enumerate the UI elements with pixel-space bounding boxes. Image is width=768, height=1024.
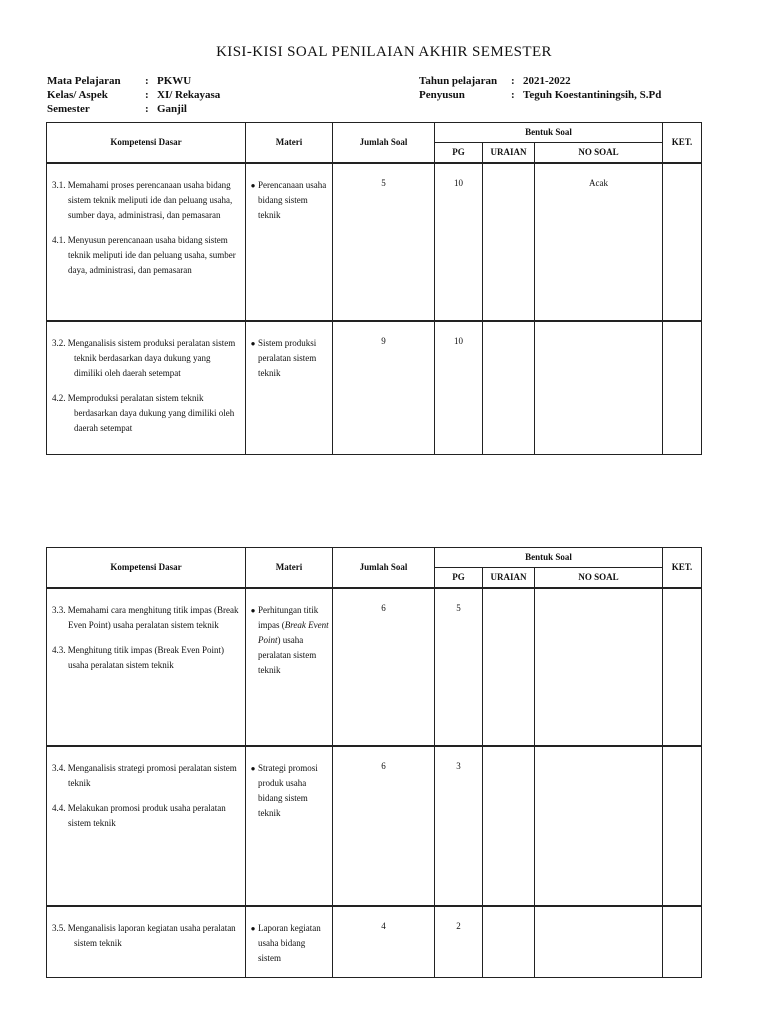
header-jumlah-soal: Jumlah Soal — [333, 548, 435, 588]
header-uraian: URAIAN — [483, 568, 535, 588]
info-label: Mata Pelajaran — [47, 75, 121, 87]
info-colon: : — [145, 89, 149, 101]
pg-cell: 3 — [435, 746, 483, 906]
header-bentuk-soal: Bentuk Soal — [435, 548, 663, 568]
info-label: Penyusun — [419, 89, 465, 101]
pg-cell: 5 — [435, 588, 483, 746]
header-ket: KET. — [663, 123, 702, 163]
info-value: Teguh Koestantiningsih, S.Pd — [523, 89, 662, 101]
pg-cell: 10 — [435, 163, 483, 321]
info-value: 2021-2022 — [523, 75, 571, 87]
pg-cell: 2 — [435, 906, 483, 978]
kompetensi-cell — [47, 746, 246, 906]
table-row — [47, 163, 702, 321]
header-no-soal: NO SOAL — [535, 568, 663, 588]
kd-item: 4.4. Melakukan promosi produk usaha peralatan sistem teknik — [52, 802, 226, 828]
materi-text-italic: Break Event Point — [258, 619, 329, 645]
info-row-author — [419, 88, 661, 102]
materi-cell — [246, 321, 333, 455]
table-row — [47, 588, 702, 746]
materi-text-post: ) usaha peralatan sistem teknik — [258, 634, 317, 675]
materi-text: Sistem produksi peralatan sistem teknik — [258, 337, 317, 378]
header-materi: Materi — [246, 123, 333, 163]
materi-cell — [246, 163, 333, 321]
kd-item: 3.2. Menganalisis sistem produksi peralatan sistem teknik berdasarkan daya dukung yang dimiliki oleh daerah setempat — [52, 337, 236, 378]
materi-text — [258, 603, 329, 678]
ket-cell — [663, 321, 702, 455]
header-kompetensi: Kompetensi Dasar — [47, 123, 246, 163]
materi-cell — [246, 746, 333, 906]
info-value: XI/ Rekayasa — [157, 89, 221, 101]
kd-item: 4.3. Menghitung titik impas (Break Even Point) usaha peralatan sistem teknik — [52, 644, 224, 670]
info-colon: : — [511, 89, 515, 101]
table-row — [47, 321, 702, 455]
competency-table-2 — [46, 547, 702, 978]
materi-text-pre: Perhitungan titik impas ( — [258, 604, 319, 630]
header-kompetensi: Kompetensi Dasar — [47, 548, 246, 588]
uraian-cell — [483, 163, 535, 321]
header-bentuk-soal: Bentuk Soal — [435, 123, 663, 143]
header-ket: KET. — [663, 548, 702, 588]
author-info — [419, 74, 661, 102]
kompetensi-cell — [47, 163, 246, 321]
no-soal-cell — [535, 588, 663, 746]
header-materi: Materi — [246, 548, 333, 588]
jumlah-soal-cell: 9 — [333, 321, 435, 455]
table-row — [47, 906, 702, 978]
kd-item: 3.5. Menganalisis laporan kegiatan usaha peralatan sistem teknik — [52, 922, 236, 948]
bullet-icon: ● — [250, 180, 256, 190]
competency-table-1 — [46, 122, 702, 455]
jumlah-soal-cell: 6 — [333, 746, 435, 906]
kd-item: 4.1. Menyusun perencanaan usaha bidang sistem teknik meliputi ide dan peluang usaha, sumber daya, administrasi, dan pemasaran — [52, 234, 236, 275]
ket-cell — [663, 906, 702, 978]
info-row-semester — [47, 102, 220, 116]
info-label: Semester — [47, 103, 90, 115]
info-colon: : — [511, 75, 515, 87]
info-value: PKWU — [157, 75, 192, 87]
kompetensi-cell — [47, 906, 246, 978]
ket-cell — [663, 163, 702, 321]
jumlah-soal-cell: 4 — [333, 906, 435, 978]
info-row-subject — [47, 74, 220, 88]
info-row-class — [47, 88, 220, 102]
jumlah-soal-cell: 6 — [333, 588, 435, 746]
header-pg: PG — [435, 143, 483, 163]
bullet-icon: ● — [250, 338, 256, 348]
kd-item: 4.2. Memproduksi peralatan sistem teknik berdasarkan daya dukung yang dimiliki oleh daerah setempat — [52, 392, 235, 433]
no-soal-cell — [535, 321, 663, 455]
ket-cell — [663, 588, 702, 746]
materi-cell — [246, 906, 333, 978]
ket-cell — [663, 746, 702, 906]
header-no-soal: NO SOAL — [535, 143, 663, 163]
info-label: Tahun pelajaran — [419, 75, 498, 87]
pg-cell: 10 — [435, 321, 483, 455]
no-soal-cell — [535, 906, 663, 978]
jumlah-soal-cell: 5 — [333, 163, 435, 321]
bullet-icon: ● — [250, 923, 256, 933]
uraian-cell — [483, 746, 535, 906]
kd-item: 3.4. Menganalisis strategi promosi peralatan sistem teknik — [52, 762, 237, 788]
kompetensi-cell — [47, 321, 246, 455]
uraian-cell — [483, 906, 535, 978]
materi-text: Strategi promosi produk usaha bidang sistem teknik — [258, 762, 318, 818]
materi-text: Perencanaan usaha bidang sistem teknik — [258, 179, 327, 220]
info-colon: : — [145, 75, 149, 87]
kd-item: 3.3. Memahami cara menghitung titik impas (Break Even Point) usaha peralatan sistem teknik — [52, 604, 239, 630]
course-info — [47, 74, 220, 116]
materi-cell — [246, 588, 333, 746]
info-label: Kelas/ Aspek — [47, 89, 108, 101]
uraian-cell — [483, 321, 535, 455]
info-value: Ganjil — [157, 103, 187, 115]
materi-text: Laporan kegiatan usaha bidang sistem — [258, 922, 321, 963]
info-colon: : — [145, 103, 149, 115]
bullet-icon: ● — [250, 605, 256, 615]
table-row — [47, 746, 702, 906]
document-title: KISI-KISI SOAL PENILAIAN AKHIR SEMESTER — [216, 44, 552, 60]
kd-item: 3.1. Memahami proses perencanaan usaha bidang sistem teknik meliputi ide dan peluang usaha, sumber daya, administrasi, dan pemasaran — [52, 179, 233, 220]
bullet-icon: ● — [250, 763, 256, 773]
no-soal-cell — [535, 746, 663, 906]
header-jumlah-soal: Jumlah Soal — [333, 123, 435, 163]
info-row-year — [419, 74, 661, 88]
header-pg: PG — [435, 568, 483, 588]
header-uraian: URAIAN — [483, 143, 535, 163]
uraian-cell — [483, 588, 535, 746]
no-soal-cell: Acak — [535, 163, 663, 321]
kompetensi-cell — [47, 588, 246, 746]
